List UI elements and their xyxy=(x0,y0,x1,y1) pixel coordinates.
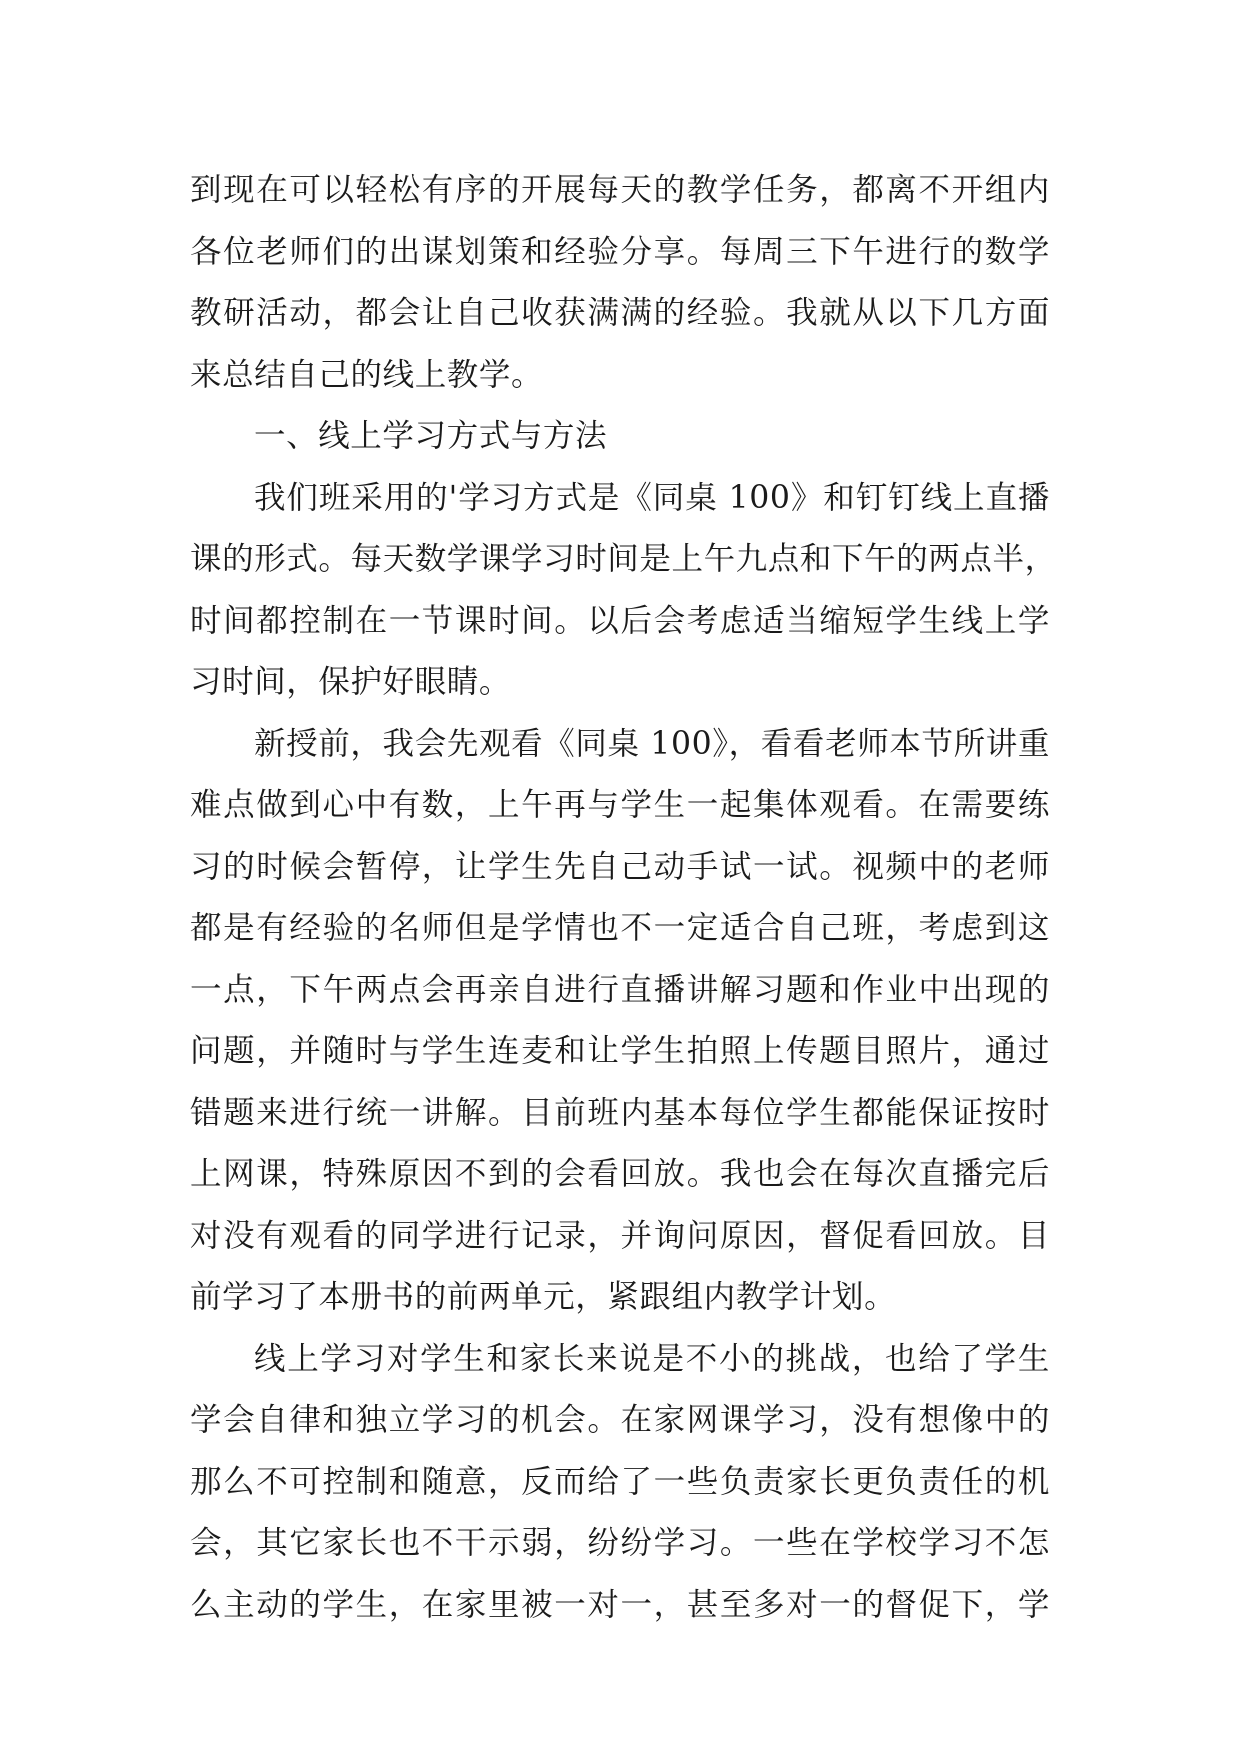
text-line: 问题，并随时与学生连麦和让学生拍照上传题目照片，通过 xyxy=(190,1033,1050,1069)
text-line: 前学习了本册书的前两单元，紧跟组内教学计划。 xyxy=(190,1279,897,1315)
text-line: 一点，下午两点会再亲自进行直播讲解习题和作业中出现的 xyxy=(190,971,1050,1008)
text-line: 到现在可以轻松有序的开展每天的教学任务，都离不开组内 xyxy=(190,172,1050,208)
text-line: 习时间，保护好眼睛。 xyxy=(190,664,512,700)
text-line: 都是有经验的名师但是学情也不一定适合自己班，考虑到这 xyxy=(190,910,1050,946)
text-line: 难点做到心中有数，上午再与学生一起集体观看。在需要练 xyxy=(190,787,1050,823)
text-line: 那么不可控制和随意，反而给了一些负责家长更负责任的机 xyxy=(190,1463,1050,1500)
text-line: 来总结自己的线上教学。 xyxy=(190,356,544,393)
text-line: 课的形式。每天数学课学习时间是上午九点和下午的两点半， xyxy=(190,541,1057,577)
text-line: 新授前，我会先观看《同桌 100》，看看老师本节所讲重 xyxy=(254,725,1050,762)
text-line: 学会自律和独立学习的机会。在家网课学习，没有想像中的 xyxy=(190,1402,1050,1438)
text-line: 我们班采用的'学习方式是《同桌 100》和钉钉线上直播 xyxy=(254,479,1050,516)
text-line: 各位老师们的出谋划策和经验分享。每周三下午进行的数学 xyxy=(190,233,1050,270)
text-line: 会，其它家长也不干示弱，纷纷学习。一些在学校学习不怎 xyxy=(190,1525,1050,1561)
text-line: 么主动的学生，在家里被一对一，甚至多对一的督促下，学 xyxy=(190,1586,1050,1623)
text-line: 上网课，特殊原因不到的会看回放。我也会在每次直播完后 xyxy=(190,1156,1050,1192)
text-line: 习的时候会暂停，让学生先自己动手试一试。视频中的老师 xyxy=(190,848,1050,885)
text-line: 一、线上学习方式与方法 xyxy=(254,418,608,454)
document-body xyxy=(190,160,1057,1636)
text-line: 时间都控制在一节课时间。以后会考虑适当缩短学生线上学 xyxy=(190,602,1050,639)
text-line: 错题来进行统一讲解。目前班内基本每位学生都能保证按时 xyxy=(190,1094,1050,1131)
text-line: 线上学习对学生和家长来说是不小的挑战，也给了学生 xyxy=(254,1340,1050,1377)
text-line: 对没有观看的同学进行记录，并询问原因，督促看回放。目 xyxy=(190,1217,1050,1254)
text-line: 教研活动，都会让自己收获满满的经验。我就从以下几方面 xyxy=(190,295,1050,331)
